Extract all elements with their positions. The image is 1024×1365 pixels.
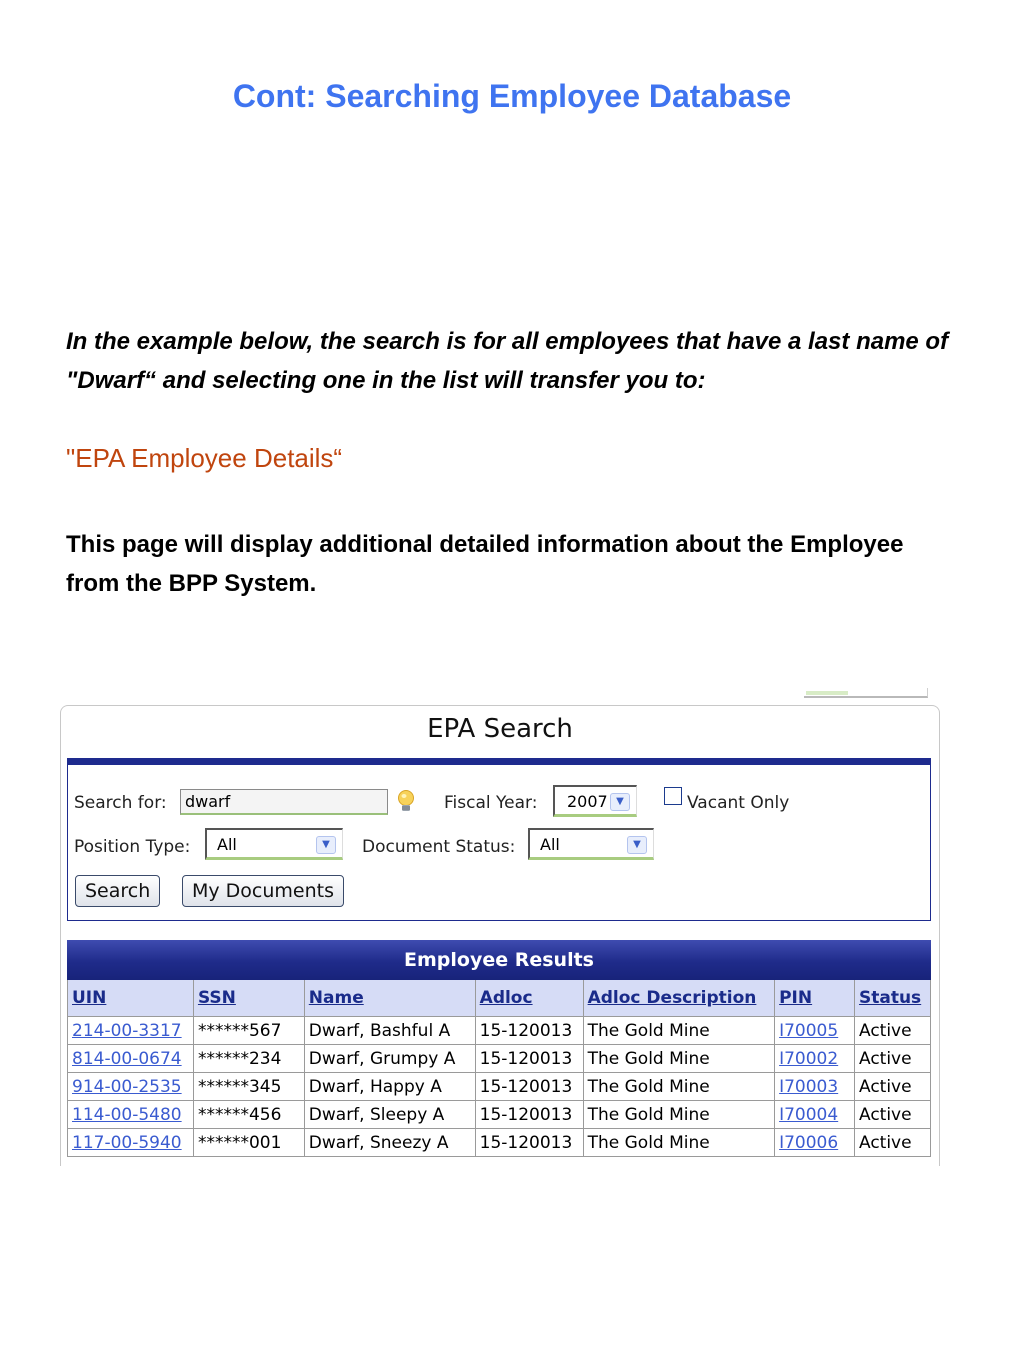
vacant-only-checkbox[interactable] <box>664 787 682 805</box>
name-cell: Dwarf, Sneezy A <box>304 1129 475 1157</box>
name-cell: Dwarf, Happy A <box>304 1073 475 1101</box>
status-cell: Active <box>854 1045 930 1073</box>
cropped-ui-fragment <box>804 688 928 698</box>
table-row[interactable] <box>68 1129 931 1157</box>
intro-text: In the example below, the search is for all employees that have a last name of "Dwarf“ and selecting one in the list will transfer you to: <box>66 328 949 394</box>
pin-link[interactable]: I70006 <box>775 1129 855 1157</box>
name-cell: Dwarf, Sleepy A <box>304 1101 475 1129</box>
adloc-description-cell: The Gold Mine <box>583 1101 775 1129</box>
table-row[interactable] <box>68 1101 931 1129</box>
chevron-down-icon: ▼ <box>610 793 630 811</box>
employee-results-header: Employee Results <box>67 940 931 980</box>
adloc-description-cell: The Gold Mine <box>583 1045 775 1073</box>
status-cell: Active <box>854 1129 930 1157</box>
description-text: This page will display additional detailed information about the Employee from the BPP System. <box>66 531 904 597</box>
adloc-description-cell: The Gold Mine <box>583 1129 775 1157</box>
adloc-description-cell: The Gold Mine <box>583 1017 775 1045</box>
fiscal-year-select[interactable] <box>553 785 637 817</box>
column-header-name[interactable]: Name <box>304 980 475 1017</box>
ssn-cell: ******345 <box>193 1073 304 1101</box>
vacant-only-label: Vacant Only <box>687 793 790 813</box>
adloc-description-cell: The Gold Mine <box>583 1073 775 1101</box>
status-cell: Active <box>854 1017 930 1045</box>
column-header-uin[interactable]: UIN <box>68 980 194 1017</box>
uin-link[interactable]: 114-00-5480 <box>68 1101 194 1129</box>
table-row[interactable] <box>68 1073 931 1101</box>
column-header-adloc-description[interactable]: Adloc Description <box>583 980 775 1017</box>
column-header-ssn[interactable]: SSN <box>193 980 304 1017</box>
search-button[interactable]: Search <box>75 875 160 907</box>
name-cell: Dwarf, Bashful A <box>304 1017 475 1045</box>
adloc-cell: 15-120013 <box>475 1129 583 1157</box>
uin-link[interactable]: 814-00-0674 <box>68 1045 194 1073</box>
pin-link[interactable]: I70005 <box>775 1017 855 1045</box>
position-type-label: Position Type: <box>74 837 191 857</box>
status-cell: Active <box>854 1101 930 1129</box>
ssn-cell: ******567 <box>193 1017 304 1045</box>
uin-link[interactable]: 914-00-2535 <box>68 1073 194 1101</box>
epa-search-title: EPA Search <box>427 714 573 744</box>
table-row[interactable] <box>68 1045 931 1073</box>
fiscal-year-label: Fiscal Year: <box>444 793 538 813</box>
lightbulb-icon[interactable] <box>396 789 416 815</box>
name-cell: Dwarf, Grumpy A <box>304 1045 475 1073</box>
status-cell: Active <box>854 1073 930 1101</box>
table-header-row <box>68 980 931 1017</box>
document-status-label: Document Status: <box>362 837 516 857</box>
column-header-adloc[interactable]: Adloc <box>475 980 583 1017</box>
adloc-cell: 15-120013 <box>475 1101 583 1129</box>
slide-title: Cont: Searching Employee Database <box>232 78 792 114</box>
search-form <box>67 758 931 921</box>
document-status-value: All <box>540 835 560 854</box>
chevron-down-icon: ▼ <box>316 836 336 854</box>
uin-link[interactable]: 117-00-5940 <box>68 1129 194 1157</box>
pin-link[interactable]: I70004 <box>775 1101 855 1129</box>
position-type-value: All <box>217 835 237 854</box>
ssn-cell: ******234 <box>193 1045 304 1073</box>
adloc-cell: 15-120013 <box>475 1045 583 1073</box>
ssn-cell: ******001 <box>193 1129 304 1157</box>
position-type-select[interactable] <box>205 828 343 860</box>
column-header-pin[interactable]: PIN <box>775 980 855 1017</box>
document-status-select[interactable] <box>528 828 654 860</box>
adloc-cell: 15-120013 <box>475 1017 583 1045</box>
ssn-cell: ******456 <box>193 1101 304 1129</box>
search-input[interactable] <box>180 789 388 815</box>
search-for-label: Search for: <box>74 793 167 813</box>
my-documents-button[interactable]: My Documents <box>182 875 344 907</box>
fiscal-year-value: 2007 <box>567 792 608 811</box>
adloc-cell: 15-120013 <box>475 1073 583 1101</box>
uin-link[interactable]: 214-00-3317 <box>68 1017 194 1045</box>
chevron-down-icon: ▼ <box>627 836 647 854</box>
pin-link[interactable]: I70002 <box>775 1045 855 1073</box>
epa-search-panel <box>60 705 940 1166</box>
table-row[interactable] <box>68 1017 931 1045</box>
pin-link[interactable]: I70003 <box>775 1073 855 1101</box>
employee-results-table <box>67 980 931 1157</box>
employee-details-label: "EPA Employee Details“ <box>66 443 343 473</box>
column-header-status[interactable]: Status <box>854 980 930 1017</box>
